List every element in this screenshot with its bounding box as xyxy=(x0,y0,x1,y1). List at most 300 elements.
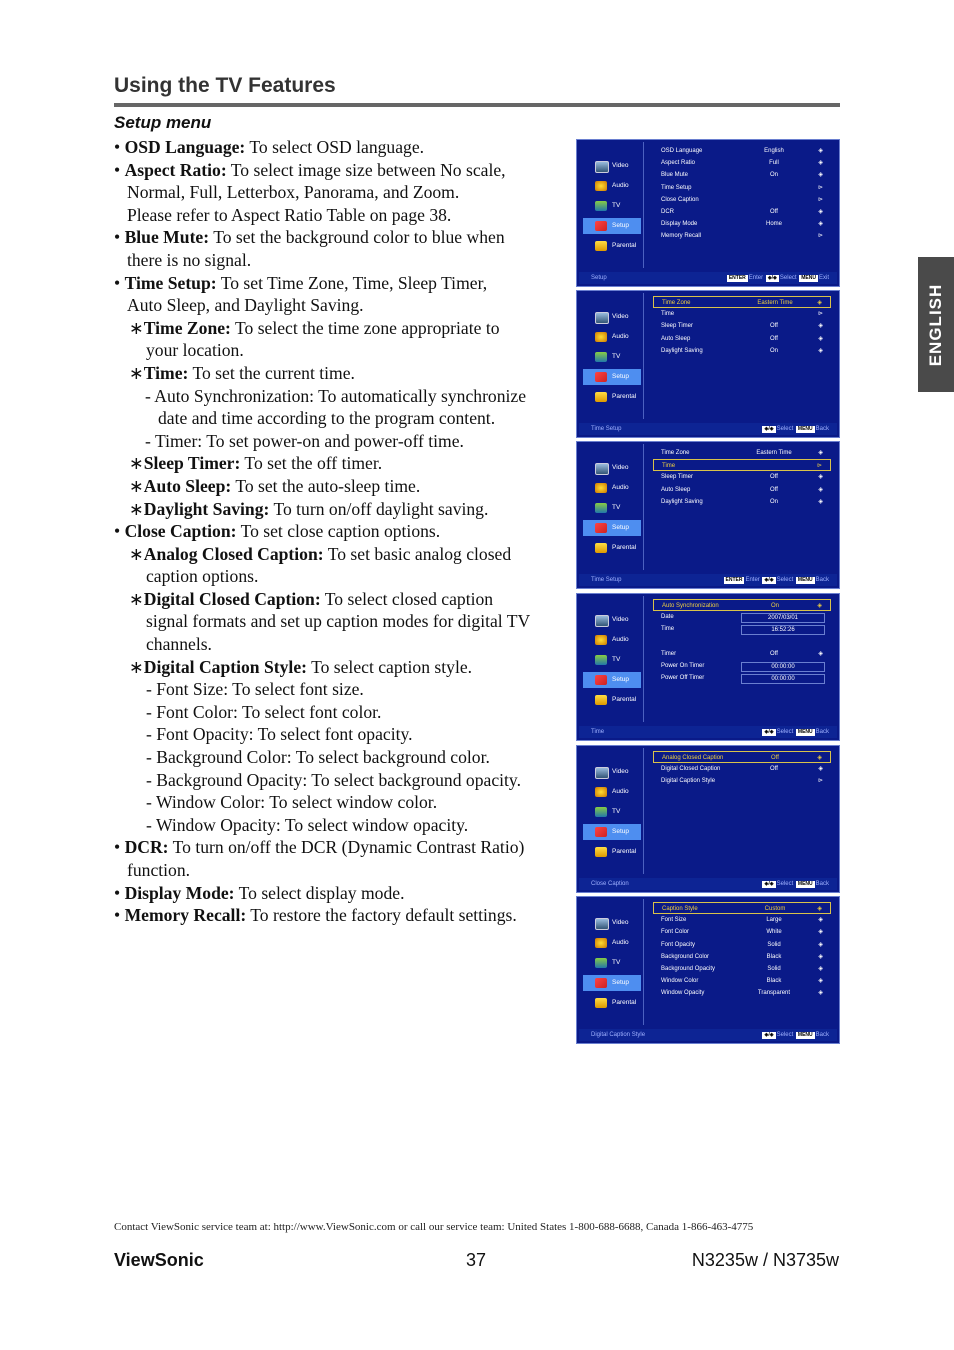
nav-key-icon: ◈/◈ xyxy=(764,881,774,887)
model-number: N3235w / N3735w xyxy=(691,1250,839,1270)
osd-row-value: Eastern Time xyxy=(757,300,793,306)
text-span: To select closed caption xyxy=(320,588,494,609)
nav-key-icon: ◈/◈ xyxy=(764,729,774,735)
osd-menu-row xyxy=(653,471,831,483)
text-span: ∗ xyxy=(129,317,144,338)
key-hint-label: Back xyxy=(815,881,829,887)
text-span: ∗ xyxy=(129,475,144,496)
osd-menu-row xyxy=(653,636,831,648)
page-number: 37 xyxy=(466,1250,487,1270)
text-line xyxy=(114,723,574,746)
osd-row-label: Daylight Saving xyxy=(661,498,703,505)
osd-sidebar-item xyxy=(583,218,641,234)
osd-row-label: Time Zone xyxy=(662,300,691,306)
osd-key-hints xyxy=(726,272,829,284)
adjust-arrow-icon: ◈ xyxy=(818,323,823,330)
osd-row-label: Time xyxy=(662,463,676,470)
adjust-arrow-icon: ◈ xyxy=(817,755,822,761)
parental-icon xyxy=(595,392,607,402)
osd-menu-row xyxy=(653,157,831,169)
term-label: Daylight Saving: xyxy=(143,498,270,519)
osd-row-label: Daylight Saving xyxy=(661,347,703,354)
osd-menu-row xyxy=(653,333,831,345)
osd-footer xyxy=(579,878,837,890)
osd-sidebar-item xyxy=(583,915,641,931)
key-hint-label: Select xyxy=(779,275,799,281)
text-line xyxy=(114,498,574,521)
osd-row-value: Off xyxy=(770,208,778,215)
audio-icon xyxy=(595,332,607,342)
term-label: Auto Sleep: xyxy=(143,475,232,496)
nav-key-icon: ◈/◈ xyxy=(764,577,774,583)
osd-menu-row xyxy=(653,914,831,926)
text-span: To select caption style. xyxy=(306,656,473,677)
setup-icon xyxy=(595,978,607,988)
osd-sidebar-item xyxy=(583,672,641,688)
osd-menu-row xyxy=(653,763,831,775)
parental-icon xyxy=(595,241,607,251)
text-span: caption options. xyxy=(146,566,259,587)
text-line xyxy=(114,136,574,159)
osd-sidebar-item xyxy=(583,652,641,668)
text-line xyxy=(114,475,574,498)
osd-sidebar-item xyxy=(583,995,641,1011)
osd-sidebar-label: Setup xyxy=(612,524,629,531)
text-line xyxy=(114,339,574,362)
osd-sidebar-label: Video xyxy=(612,162,629,169)
text-line xyxy=(114,317,574,340)
osd-screen xyxy=(576,139,840,287)
osd-menu-row xyxy=(653,169,831,181)
text-span: Please refer to Aspect Ratio Table on page 38. xyxy=(127,204,452,225)
osd-footer xyxy=(579,574,837,586)
osd-menu-row xyxy=(653,975,831,987)
term-label: Digital Closed Caption: xyxy=(143,588,321,609)
text-span: Auto Sleep, and Daylight Saving. xyxy=(127,295,364,316)
osd-menu-rows xyxy=(653,902,831,1000)
tv-icon xyxy=(595,503,607,513)
osd-sidebar-label: Video xyxy=(612,464,629,471)
term-label: Time Zone: xyxy=(143,317,231,338)
text-span: ∗ xyxy=(129,453,144,474)
adjust-arrow-icon: ◈ xyxy=(818,208,823,215)
osd-sidebar-label: Audio xyxy=(612,939,629,946)
text-span: there is no signal. xyxy=(127,249,252,270)
setup-icon xyxy=(595,827,607,837)
osd-sidebar-item xyxy=(583,784,641,800)
osd-row-label: Caption Style xyxy=(662,906,698,912)
text-line xyxy=(114,452,574,475)
term-label: OSD Language: xyxy=(124,137,246,157)
adjust-arrow-icon: ◈ xyxy=(818,335,823,342)
audio-icon xyxy=(595,938,607,948)
osd-screen xyxy=(576,896,840,1044)
osd-sidebar-item xyxy=(583,158,641,174)
osd-sidebar-item xyxy=(583,329,641,345)
footer-brand: ViewSonic xyxy=(114,1250,204,1270)
text-span: your location. xyxy=(146,340,244,361)
osd-sidebar-label: TV xyxy=(612,808,621,815)
osd-menu-row xyxy=(653,963,831,975)
osd-row-label: Blue Mute xyxy=(661,172,689,179)
key-hint-label: Exit xyxy=(818,275,829,281)
osd-row-value: On xyxy=(770,603,779,609)
osd-menu-row xyxy=(653,775,831,787)
osd-sidebar-item xyxy=(583,955,641,971)
osd-sidebar-label: Parental xyxy=(612,242,637,249)
text-span: • xyxy=(114,905,125,926)
tv-icon xyxy=(595,201,607,211)
menu-key-icon: MENU xyxy=(801,275,816,281)
osd-row-value: Off xyxy=(770,486,778,493)
menu-key-icon: MENU xyxy=(797,577,813,583)
osd-menu-rows xyxy=(653,751,831,788)
osd-row-value: White xyxy=(766,929,782,936)
osd-menu-row xyxy=(653,182,831,194)
adjust-arrow-icon: ◈ xyxy=(818,978,823,985)
text-line xyxy=(114,814,574,837)
osd-row-label: Sleep Timer xyxy=(661,323,694,330)
adjust-arrow-icon: ◈ xyxy=(818,953,823,960)
text-span: - Auto Synchronization: To automatically synchronize xyxy=(145,385,527,406)
video-icon xyxy=(595,918,609,930)
osd-value-field: 16:52:26 xyxy=(741,625,825,635)
menu-key-icon: MENU xyxy=(797,729,813,735)
osd-menu-row xyxy=(653,296,831,308)
osd-menu-row xyxy=(653,194,831,206)
setup-icon xyxy=(595,221,607,231)
osd-footer-title: Setup xyxy=(591,275,607,281)
osd-menu-row xyxy=(653,230,831,242)
adjust-arrow-icon: ◈ xyxy=(818,766,823,773)
text-line xyxy=(114,588,574,611)
osd-row-label: OSD Language xyxy=(661,148,703,154)
adjust-arrow-icon: ◈ xyxy=(818,917,823,924)
term-label: Time: xyxy=(143,362,189,383)
osd-sidebar-item xyxy=(583,369,641,385)
osd-value-field: 00:00:00 xyxy=(741,674,825,684)
osd-row-value: Off xyxy=(770,323,778,330)
term-label: Display Mode: xyxy=(124,882,235,903)
osd-sidebar-label: Parental xyxy=(612,696,637,703)
term-label: Memory Recall: xyxy=(124,905,247,926)
osd-menu-row xyxy=(653,660,831,672)
submenu-arrow-icon: ⊳ xyxy=(817,184,823,191)
osd-row-label: Font Size xyxy=(661,917,687,924)
text-span: To set the background color to blue when xyxy=(209,227,505,248)
osd-row-value: Large xyxy=(766,917,782,924)
osd-row-value: Solid xyxy=(767,965,781,972)
osd-row-label: Window Color xyxy=(661,978,699,985)
nav-key-icon: ◈/◈ xyxy=(767,275,777,281)
text-span: • xyxy=(114,272,125,293)
osd-row-value: Solid xyxy=(767,941,781,948)
osd-value-field: 2007/03/01 xyxy=(741,613,825,623)
text-span: To select image size between No scale, xyxy=(226,159,506,180)
contact-info: Contact ViewSonic service team at: http://www.ViewSonic.com or call our service team: United States 1-800-688-6688, Canada 1-866-463-4775 xyxy=(114,1221,754,1233)
menu-key-icon: MENU xyxy=(797,881,813,887)
osd-row-label: Digital Closed Caption xyxy=(661,766,721,773)
adjust-arrow-icon: ◈ xyxy=(818,474,823,481)
text-span: To select OSD language. xyxy=(245,137,425,157)
osd-row-label: Window Opacity xyxy=(661,990,705,997)
key-hint-label: Back xyxy=(815,729,829,735)
key-hint-label: Select xyxy=(776,577,795,583)
text-span: To set close caption options. xyxy=(236,521,441,542)
text-span: • xyxy=(114,837,125,858)
osd-sidebar-item xyxy=(583,480,641,496)
osd-footer-title: Digital Caption Style xyxy=(591,1032,646,1038)
osd-sidebar-label: Audio xyxy=(612,333,629,340)
osd-menu-rows xyxy=(653,145,831,243)
osd-sidebar-item xyxy=(583,540,641,556)
osd-row-label: Time Zone xyxy=(661,450,690,456)
osd-row-value: English xyxy=(764,148,784,154)
video-icon xyxy=(595,312,609,324)
language-tab xyxy=(918,257,954,392)
osd-row-value: Off xyxy=(770,474,778,481)
text-span: ∗ xyxy=(129,588,144,609)
setup-menu-description xyxy=(114,136,574,927)
menu-key-icon: MENU xyxy=(797,1032,813,1038)
key-hint-label: Enter xyxy=(745,577,762,583)
text-line xyxy=(114,272,574,295)
osd-key-hints xyxy=(761,878,829,890)
text-span: - Timer: To set power-on and power-off time. xyxy=(145,430,464,451)
osd-row-label: Power Off Timer xyxy=(661,675,705,682)
text-line xyxy=(114,769,574,792)
adjust-arrow-icon: ◈ xyxy=(817,300,822,306)
audio-icon xyxy=(595,787,607,797)
osd-sidebar-item xyxy=(583,178,641,194)
osd-sidebar-label: Setup xyxy=(612,222,629,229)
osd-row-value: Transparent xyxy=(757,990,791,997)
osd-row-value: Black xyxy=(766,978,782,985)
setup-icon xyxy=(595,372,607,382)
osd-sidebar-item xyxy=(583,309,641,325)
osd-menu-row xyxy=(653,648,831,660)
osd-row-label: Sleep Timer xyxy=(661,474,694,481)
adjust-arrow-icon: ◈ xyxy=(817,906,822,912)
audio-icon xyxy=(595,483,607,493)
osd-row-value: Home xyxy=(765,221,782,228)
osd-row-label: Memory Recall xyxy=(661,233,702,240)
osd-sidebar-label: Parental xyxy=(612,544,637,551)
osd-row-value: Full xyxy=(769,160,779,167)
osd-sidebar-label: Video xyxy=(612,919,629,926)
osd-sidebar-label: Audio xyxy=(612,484,629,491)
text-span: ∗ xyxy=(129,362,144,383)
osd-menu-row xyxy=(653,939,831,951)
key-hint-label: Back xyxy=(815,426,829,432)
setup-icon xyxy=(595,523,607,533)
parental-icon xyxy=(595,847,607,857)
osd-screen xyxy=(576,290,840,438)
osd-sidebar-label: TV xyxy=(612,959,621,966)
audio-icon xyxy=(595,181,607,191)
osd-sidebar-item xyxy=(583,935,641,951)
osd-sidebar-item xyxy=(583,460,641,476)
osd-menu-row xyxy=(653,751,831,763)
osd-sidebar-label: Setup xyxy=(612,676,629,683)
osd-sidebar-label: Setup xyxy=(612,373,629,380)
text-line xyxy=(114,159,574,182)
text-span: To set basic analog closed xyxy=(323,543,512,564)
parental-icon xyxy=(595,998,607,1008)
video-icon xyxy=(595,767,609,779)
osd-row-label: Close Caption xyxy=(661,196,699,203)
osd-menu-row xyxy=(653,672,831,684)
osd-sidebar-label: Parental xyxy=(612,848,637,855)
osd-row-label: Timer xyxy=(661,650,677,657)
osd-row-label: Date xyxy=(661,614,674,621)
text-span: • xyxy=(114,227,125,248)
text-line xyxy=(114,633,574,656)
osd-sidebar-label: Audio xyxy=(612,182,629,189)
term-label: Sleep Timer: xyxy=(143,453,241,474)
text-line xyxy=(114,226,574,249)
text-line xyxy=(114,407,574,430)
osd-screen xyxy=(576,441,840,589)
text-line xyxy=(114,678,574,701)
adjust-arrow-icon: ◈ xyxy=(818,941,823,948)
osd-key-hints xyxy=(761,1029,829,1041)
text-line xyxy=(114,520,574,543)
adjust-arrow-icon: ◈ xyxy=(818,221,823,228)
osd-footer xyxy=(579,1029,837,1041)
osd-sidebar xyxy=(579,899,644,1025)
text-line xyxy=(114,385,574,408)
text-line xyxy=(114,565,574,588)
tv-icon xyxy=(595,655,607,665)
text-span: Normal, Full, Letterbox, Panorama, and Zoom. xyxy=(127,182,460,203)
adjust-arrow-icon: ◈ xyxy=(818,347,823,354)
key-hint-label: Select xyxy=(776,1032,795,1038)
osd-row-value: Off xyxy=(770,766,778,773)
section-title: Setup menu xyxy=(114,113,212,132)
osd-footer-title: Time Setup xyxy=(591,577,622,583)
osd-sidebar-item xyxy=(583,198,641,214)
osd-menu-row xyxy=(653,496,831,508)
adjust-arrow-icon: ◈ xyxy=(818,650,823,657)
text-span: - Background Color: To select background color. xyxy=(146,747,490,768)
osd-sidebar xyxy=(579,748,644,874)
tv-icon xyxy=(595,352,607,362)
text-line xyxy=(114,882,574,905)
osd-row-label: Power On Timer xyxy=(661,662,705,669)
key-hint-label: Select xyxy=(776,729,795,735)
key-hint-label: Select xyxy=(776,881,795,887)
osd-menu-row xyxy=(653,206,831,218)
enter-key-icon: ENTER xyxy=(728,275,746,281)
osd-sidebar-label: Parental xyxy=(612,393,637,400)
osd-footer xyxy=(579,726,837,738)
submenu-arrow-icon: ⊳ xyxy=(817,778,823,785)
text-span: To set the auto-sleep time. xyxy=(231,475,421,496)
submenu-arrow-icon: ⊳ xyxy=(817,196,823,203)
osd-row-label: Display Mode xyxy=(661,221,698,228)
video-icon xyxy=(595,463,609,475)
osd-menu-row xyxy=(653,484,831,496)
text-span: To turn on/off the DCR (Dynamic Contrast Ratio) xyxy=(168,837,525,858)
header-divider xyxy=(114,103,840,107)
text-span: - Font Opacity: To select font opacity. xyxy=(146,724,413,745)
tv-icon xyxy=(595,958,607,968)
text-span: • xyxy=(114,137,125,157)
term-label: Aspect Ratio: xyxy=(124,159,227,180)
osd-row-value: Custom xyxy=(764,906,786,912)
adjust-arrow-icon: ◈ xyxy=(818,148,823,154)
osd-sidebar-item xyxy=(583,632,641,648)
osd-sidebar-item xyxy=(583,349,641,365)
text-line xyxy=(114,701,574,724)
osd-footer-title: Time Setup xyxy=(591,426,622,432)
term-label: Close Caption: xyxy=(124,521,237,542)
adjust-arrow-icon: ◈ xyxy=(818,172,823,179)
osd-sidebar-label: TV xyxy=(612,353,621,360)
text-span: To set Time Zone, Time, Sleep Timer, xyxy=(216,272,488,293)
tv-icon xyxy=(595,807,607,817)
osd-row-label: Digital Caption Style xyxy=(661,778,716,785)
text-span: date and time according to the program content. xyxy=(158,408,496,429)
text-span: channels. xyxy=(146,634,212,655)
osd-screen xyxy=(576,745,840,893)
submenu-arrow-icon: ⊳ xyxy=(816,463,822,470)
osd-screen xyxy=(576,593,840,741)
osd-row-label: Auto Synchronization xyxy=(662,603,719,609)
text-span: • xyxy=(114,882,125,903)
adjust-arrow-icon: ◈ xyxy=(818,965,823,972)
osd-row-label: Time xyxy=(661,311,675,318)
osd-row-label: Font Color xyxy=(661,929,690,936)
osd-row-label: Auto Sleep xyxy=(661,335,691,342)
key-hint-label: Select xyxy=(776,426,795,432)
text-line xyxy=(114,543,574,566)
osd-sidebar-item xyxy=(583,764,641,780)
osd-row-value: On xyxy=(769,498,778,505)
osd-menu-row xyxy=(653,611,831,623)
osd-menu-rows xyxy=(653,599,831,684)
text-span: - Font Color: To select font color. xyxy=(146,701,382,722)
text-line xyxy=(114,836,574,859)
term-label: Blue Mute: xyxy=(124,227,210,248)
osd-row-label: Time xyxy=(661,626,675,633)
osd-menu-row xyxy=(653,320,831,332)
osd-menu-row xyxy=(653,459,831,471)
adjust-arrow-icon: ◈ xyxy=(817,603,822,609)
osd-sidebar-item xyxy=(583,520,641,536)
text-line xyxy=(114,904,574,927)
nav-key-icon: ◈/◈ xyxy=(764,1032,774,1038)
osd-footer-title: Time xyxy=(591,729,605,735)
term-label: Analog Closed Caption: xyxy=(143,543,324,564)
text-span: • xyxy=(114,159,125,180)
key-hint-label: Back xyxy=(815,1032,829,1038)
text-span: To select the time zone appropriate to xyxy=(230,317,500,338)
text-span: To restore the factory default settings. xyxy=(246,905,517,926)
osd-sidebar-label: Setup xyxy=(612,828,629,835)
text-line xyxy=(114,430,574,453)
osd-key-hints xyxy=(723,574,829,586)
adjust-arrow-icon: ◈ xyxy=(818,450,823,456)
osd-footer xyxy=(579,272,837,284)
text-span: ∗ xyxy=(129,498,144,519)
adjust-arrow-icon: ◈ xyxy=(818,929,823,936)
osd-row-label: Background Opacity xyxy=(661,965,716,972)
osd-row-value: Off xyxy=(770,335,778,342)
key-hint-label: Back xyxy=(815,577,829,583)
osd-key-hints xyxy=(761,726,829,738)
